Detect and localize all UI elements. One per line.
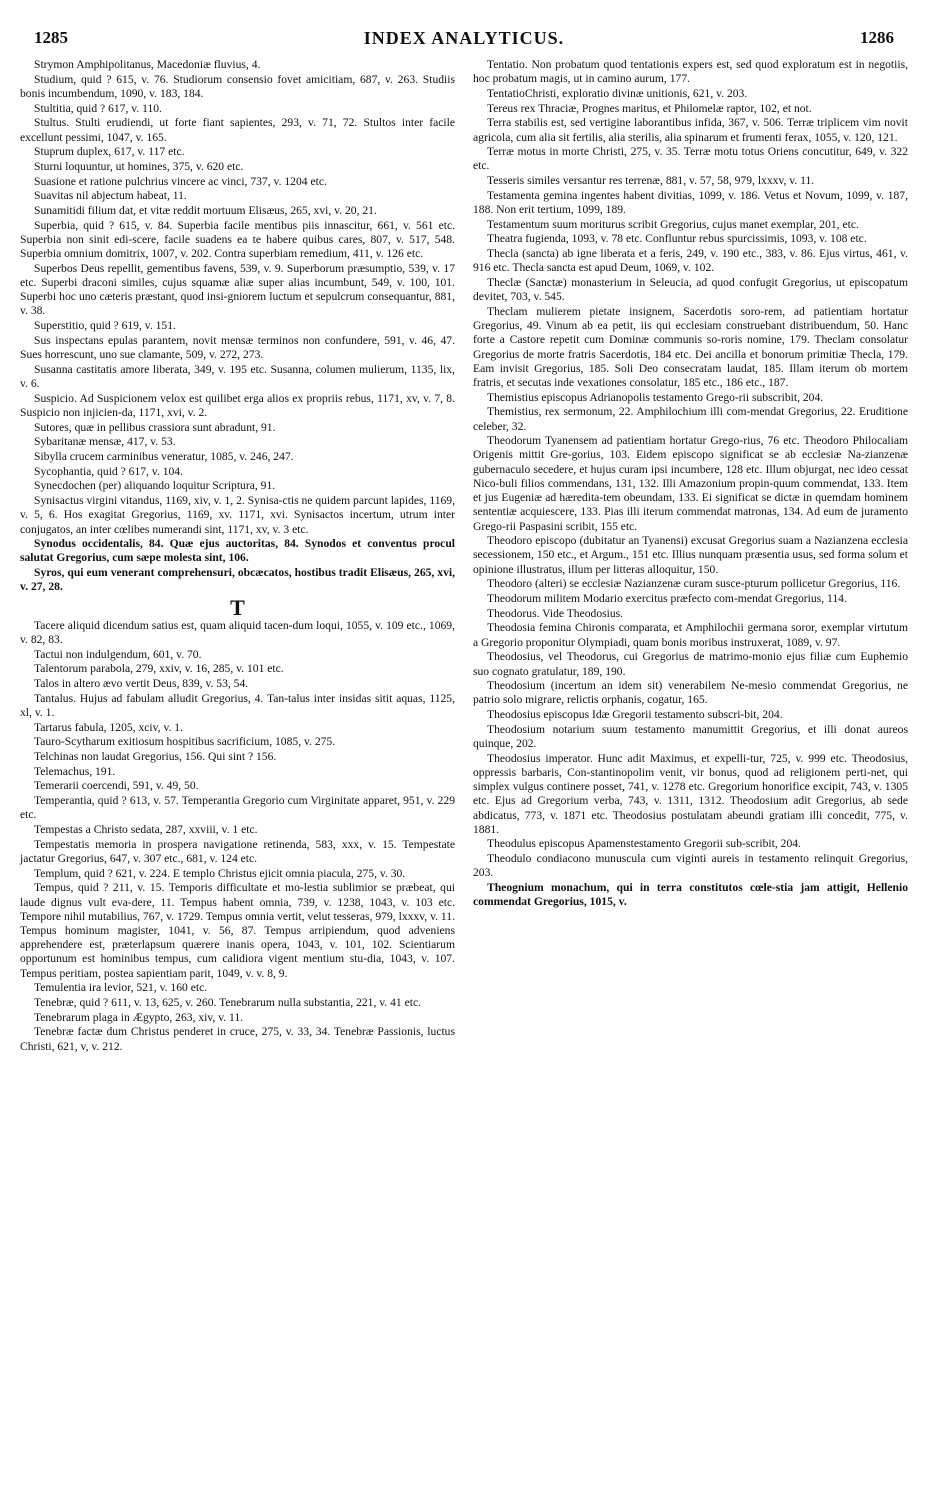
- index-entry: Stultus. Stulti erudiendi, ut forte fiant sapientes, 293, v. 71, 72. Stultos inter facile excellunt pessimi, 1047, v. 165.: [20, 116, 455, 144]
- index-entry: Theatra fugienda, 1093, v. 78 etc. Confluntur rebus spurcissimis, 1093, v. 108 etc.: [487, 232, 867, 246]
- index-entry: Theclæ (Sanctæ) monasterium in Seleucia, ad quod confugit Gregorius, ut episcopatum devitet, 703, v. 545.: [473, 276, 908, 304]
- running-title: INDEX ANALYTICUS.: [363, 28, 565, 48]
- index-entry: Tempestatis memoria in prospera navigatione retinenda, 583, xxx, v. 15. Tempestate jactatur Gregorius, 647, v. 307 etc., 681, v. 124 etc.: [20, 837, 455, 865]
- index-entry: Theodosia femina Chironis comparata, et Amphilochii germana soror, exemplar virtutum a Gregorio proponitur Olympiadi, quam bonis moribus instruxerat, 1089, v. 97.: [473, 621, 908, 649]
- index-entry: Talos in altero ævo vertit Deus, 839, v. 53, 54.: [34, 677, 249, 691]
- index-entry: Stultitia, quid ? 617, v. 110.: [34, 101, 162, 115]
- index-entry: Theclam mulierem pietate insignem, Sacerdotis soro-rem, ad patientiam hortatur Gregorius, 49. Vinum ab ea petit, iis qui ecclesiam construebant distribuendum, 50. Hanc forte a Castore repetit cum Dominæ communis so-roris nomine, 179. Theclam consolatur Gregorius de morte fratris Sacerdotis, 184 etc. Dei ancilla et bonorum primitiæ Thecla, 179. Eam invisit Gregorius, 185. Soli Deo consecratam laudat, 185. Illam iterum ob mortem fratris, et secutas inde vexationes consolatur, 185 etc., 186 etc., 187.: [473, 304, 908, 389]
- index-entry: Temperantia, quid ? 613, v. 57. Temperantia Gregorio cum Virginitate apparet, 951, v. 229 etc.: [20, 794, 455, 822]
- index-entry: Telemachus, 191.: [34, 764, 116, 778]
- index-entry: Telchinas non laudat Gregorius, 156. Qui sint ? 156.: [34, 750, 277, 764]
- index-entry: Tereus rex Thraciæ, Prognes maritus, et Philomelæ raptor, 102, et not.: [487, 101, 812, 115]
- index-entry: Sycophantia, quid ? 617, v. 104.: [34, 464, 183, 478]
- text-columns: [20, 58, 908, 1054]
- index-entry: Sybaritanæ mensæ, 417, v. 53.: [34, 435, 176, 449]
- index-entry: Sus inspectans epulas parantem, novit mensæ terminos non confundere, 591, v. 46, 47. Sues horrescunt, uno sue clamante, 509, v. 272, 273.: [20, 333, 455, 362]
- index-entry: Tempestas a Christo sedata, 287, xxviii, v. 1 etc.: [34, 823, 258, 837]
- index-entry: Tauro-Scytharum exitiosum hospitibus sacrificium, 1085, v. 275.: [34, 735, 336, 749]
- index-entry: Terra stabilis est, sed vertigine laborantibus infida, 367, v. 506. Terræ triplicem vim novit agricola, cum alia sit fertilis, alia sterilis, alia spinarum et frumenti ferax, 1055, v. 120, 121.: [473, 116, 908, 144]
- index-entry: Themistius episcopus Adrianopolis testamento Grego-rii subscribit, 204.: [487, 390, 824, 404]
- index-entry: Suasione et ratione pulchrius vincere ac vinci, 737, v. 1204 etc.: [34, 174, 327, 188]
- left-column: [20, 58, 455, 1054]
- index-entry: Tempus, quid ? 211, v. 15. Temporis difficultate et mo-lestia sublimior se præbeat, qui laude dignus vult eva-dere, 11. Tempus habent omnia, 739, v. 1238, 1043, v. 103 etc. Tempore nihil mutabilius, 767, v. 1729. Tempus omnia vertit, velut tesseras, 979, lxxxv, v. 11. Tempus hominum magister, 1041, v. 56, 87. Tempus arripiendum, quod adveniens apprehendere est, præterlapsum quærere inanis opera, 1043, v. 101, 102. Scientiarum opportunum est hominibus tempus, cum calidiora vigent mentium stu-dia, 1043, v. 107. Tempus peritiam, postea sapientiam parit, 1049, v. v. 8, 9.: [20, 881, 455, 980]
- index-entry: Tentatio. Non probatum quod tentationis expers est, sed quod exploratum est in negotiis, hoc probatum magis, ut in camino aurum, 177.: [473, 58, 908, 86]
- index-entry: Syros, qui eum venerant comprehensuri, obcæcatos, hostibus tradit Elisæus, 265, xvi, v. 27, 28.: [20, 566, 455, 594]
- page-header: [20, 28, 908, 58]
- index-entry: Theodosium notarium suum testamento manumittit Gregorius, et illi donat aureos quinque, 202.: [473, 722, 908, 751]
- index-entry: Sturni loquuntur, ut homines, 375, v. 620 etc.: [34, 159, 244, 173]
- index-entry: Stuprum duplex, 617, v. 117 etc.: [34, 145, 185, 159]
- page-number-left: 1285: [34, 28, 68, 47]
- index-entry: Tantalus. Hujus ad fabulam alludit Gregorius, 4. Tan-talus inter insidas sitit aquas, 1125, xl, v. 1.: [20, 691, 455, 719]
- index-entry: Suavitas nil abjectum habeat, 11.: [34, 189, 187, 203]
- index-entry: Thecla (sancta) ab igne liberata et a feris, 249, v. 190 etc., 383, v. 86. Ejus virtus, 461, v. 916 etc. Thecla sancta est apud Deum, 1069, v. 102.: [473, 247, 908, 275]
- page-number-right: 1286: [860, 28, 894, 47]
- index-entry: Theodorum militem Modario exercitus præfecto com-mendat Gregorius, 114.: [487, 592, 847, 606]
- index-entry: Temerarii coercendi, 591, v. 49, 50.: [34, 779, 199, 793]
- index-entry: Tactui non indulgendum, 601, v. 70.: [34, 647, 202, 661]
- index-entry: Themistius, rex sermonum, 22. Amphilochium illi com-mendat Gregorius, 22. Eruditione celeber, 32.: [473, 405, 908, 433]
- index-entry: Studium, quid ? 615, v. 76. Studiorum consensio fovet amicitiam, 687, v. 263. Studiis bonis incumbendum, 1090, v. 183, 184.: [20, 72, 455, 100]
- index-entry: Theodosium (incertum an idem sit) venerabilem Ne-mesio commendat Gregorius, ne patrio solo migrare, relictis orphanis, cogatur, 165.: [473, 679, 908, 707]
- index-entry: Talentorum parabola, 279, xxiv, v. 16, 285, v. 101 etc.: [34, 662, 284, 676]
- index-entry: Tenebræ, quid ? 611, v. 13, 625, v. 260. Tenebrarum nulla substantia, 221, v. 41 etc.: [34, 996, 422, 1009]
- index-entry: Tesseris similes versantur res terrenæ, 881, v. 57, 58, 979, lxxxv, v. 11.: [487, 174, 815, 188]
- index-entry: Sunamitidi filium dat, et vitæ reddit mortuum Elisæus, 265, xvi, v. 20, 21.: [34, 204, 377, 218]
- index-entry: Theodorum Tyanensem ad patientiam hortatur Grego-rius, 76 etc. Theodoro Philocaliam Origenis mittit Gre-gorius, 103. Eidem episcopo significat se ab ecclesiæ Na-zianzenæ gubernaculo secedere, et hujus curam ipsi incumbere, 128 etc. Illum objurgat, nec ideo cessat Nico-buli filios commendans, 131, 132. Illi Amazonium propin-quum commendat, 133. Item et jus Eugeniæ ad hæredita-tem obeundam, 133. Ei significat se dictæ in quemdam hominem sententiæ acquiescere, 133. Pias illi iterum commendat matronas, 134. Ad eum de juramento Grego-rii Paspasini scribit, 155 etc.: [473, 434, 908, 533]
- index-entry: Terræ motus in morte Christi, 275, v. 35. Terræ motu totus Oriens concutitur, 649, v. 322 etc.: [473, 145, 908, 173]
- index-entry: Superbia, quid ? 615, v. 84. Superbia facile mentibus piis innascitur, 661, v. 561 etc. Superbia non sinit edi-scere, facile suadens ea te habere quibus cares, 807, v. 517, 548. Superbia omnium domitrix, 1007, v. 202. Contra superbiam remedium, 411, v. 126 etc.: [20, 218, 455, 261]
- index-entry: Templum, quid ? 621, v. 224. E templo Christus ejicit omnia piacula, 275, v. 30.: [34, 866, 406, 880]
- index-entry: TentatioChristi, exploratio divinæ unitionis, 621, v. 203.: [487, 86, 748, 100]
- index-entry: Theognium monachum, qui in terra constitutos cœle-stia jam attigit, Hellenio commendat Gregorius, 1015, v.: [473, 881, 908, 909]
- index-entry: Theodorus. Vide Theodosius.: [487, 606, 624, 620]
- index-entry: Tenebræ factæ dum Christus penderet in cruce, 275, v. 33, 34. Tenebræ Passionis, luctus Christi, 621, v, v. 212.: [20, 1025, 455, 1053]
- index-entry: Tartarus fabula, 1205, xciv, v. 1.: [34, 720, 184, 734]
- index-entry: Theodosius episcopus Idæ Gregorii testamento subscri-bit, 204.: [487, 708, 783, 722]
- index-entry: Testamenta gemina ingentes habent divitias, 1099, v. 186. Vetus et Novum, 1099, v. 187, 188. Non erit tertium, 1099, 189.: [473, 188, 908, 217]
- index-entry: Synodus occidentalis, 84. Quæ ejus auctoritas, 84. Synodos et conventus procul salutat Gregorius, cum sæpe molesta sint, 106.: [20, 537, 455, 565]
- index-entry: Sutores, quæ in pellibus crassiora sunt abradunt, 91.: [34, 420, 276, 434]
- index-entry: Suspicio. Ad Suspicionem velox est quilibet erga alios ex propriis rebus, 1171, xv, v. 7, 8. Suspicio non injicien-da, 1171, xvi, v. 2.: [20, 391, 455, 419]
- section-letter: T: [230, 594, 245, 620]
- index-entry: Superbos Deus repellit, gementibus favens, 539, v. 9. Superborum præsumptio, 539, v. 17 etc. Superbi draconi similes, cujus squamæ aliæ super alias incumbunt, 549, v. 100, 101. Superbi hoc uno cæteris præstant, quod insi-gniorem luctum et sepulcrum consequantur, 881, v. 38.: [20, 261, 455, 318]
- index-entry: Temulentia ira levior, 521, v. 160 etc.: [34, 981, 208, 995]
- index-entry: Sibylla crucem carminibus veneratur, 1085, v. 246, 247.: [34, 449, 294, 463]
- index-entry: Strymon Amphipolitanus, Macedoniæ fluvius, 4.: [34, 58, 261, 71]
- index-entry: Theodosius, vel Theodorus, cui Gregorius de matrimo-monio ejus filiæ cum Euphemio suo cognato gratulatur, 189, 190.: [473, 650, 908, 678]
- index-entry: Synisactus virgini vitandus, 1169, xiv, v. 1, 2. Synisa-ctis ne quidem parcunt lapides, 1169, v. 5, 6. Hos exagitat Gregorius, 1169, xv. 1171, xvi. Synisactos incertum, utrum inter conjugatos, an inter cœlibes numerandi sint, 1171, xv, v. 3 etc.: [20, 494, 455, 536]
- right-column: [473, 58, 908, 1054]
- index-entry: Testamentum suum moriturus scribit Gregorius, cujus manet exemplar, 201, etc.: [487, 217, 859, 231]
- index-entry: Tenebrarum plaga in Ægypto, 263, xiv, v. 11.: [34, 1010, 244, 1024]
- index-entry: Susanna castitatis amore liberata, 349, v. 195 etc. Susanna, columen mulierum, 1135, lix, v. 6.: [20, 362, 455, 390]
- index-entry: Theodoro episcopo (dubitatur an Tyanensi) excusat Gregorius suam a Nazianzena ecclesia secessionem, 150 etc., et Argum., 151 etc. Illius nunquam præsentia usus, sed forma solum et opinione illustratus, illum per litteras alloquitur, 150.: [473, 534, 908, 576]
- index-entry: Superstitio, quid ? 619, v. 151.: [34, 319, 176, 333]
- index-entry: Theodoro (alteri) se ecclesiæ Nazianzenæ curam susce-pturum pollicetur Gregorius, 116.: [487, 577, 901, 591]
- index-entry: Theodosius imperator. Hunc adit Maximus, et expelli-tur, 725, v. 999 etc. Theodosius, oppressis barbaris, Con-stantinopolim venit, vir bonus, quod ad religionem perti-net, qui simplex vulgus continere posset, 741, v. 1278 etc. Gregorium honorifice excipit, 743, v. 1305 etc. Ejus ad Gregorium verba, 743, v. 1311, 1312. Theodosium adit Gregorius, ab sede abdicatus, 773, v. 1871 etc. Theodosius postulatam abeundi gratiam illi concedit, 775, v. 1881.: [473, 751, 908, 836]
- index-entry: Synecdochen (per) aliquando loquitur Scriptura, 91.: [34, 479, 276, 493]
- index-entry: Theodulo condiacono munuscula cum viginti aureis in testamento relinquit Gregorius, 203.: [473, 852, 908, 880]
- index-entry: Tacere aliquid dicendum satius est, quam aliquid tacen-dum loqui, 1055, v. 109 etc., 1069, v. 82, 83.: [20, 618, 455, 646]
- index-entry: Theodulus episcopus Apamenstestamento Gregorii sub-scribit, 204.: [487, 837, 801, 851]
